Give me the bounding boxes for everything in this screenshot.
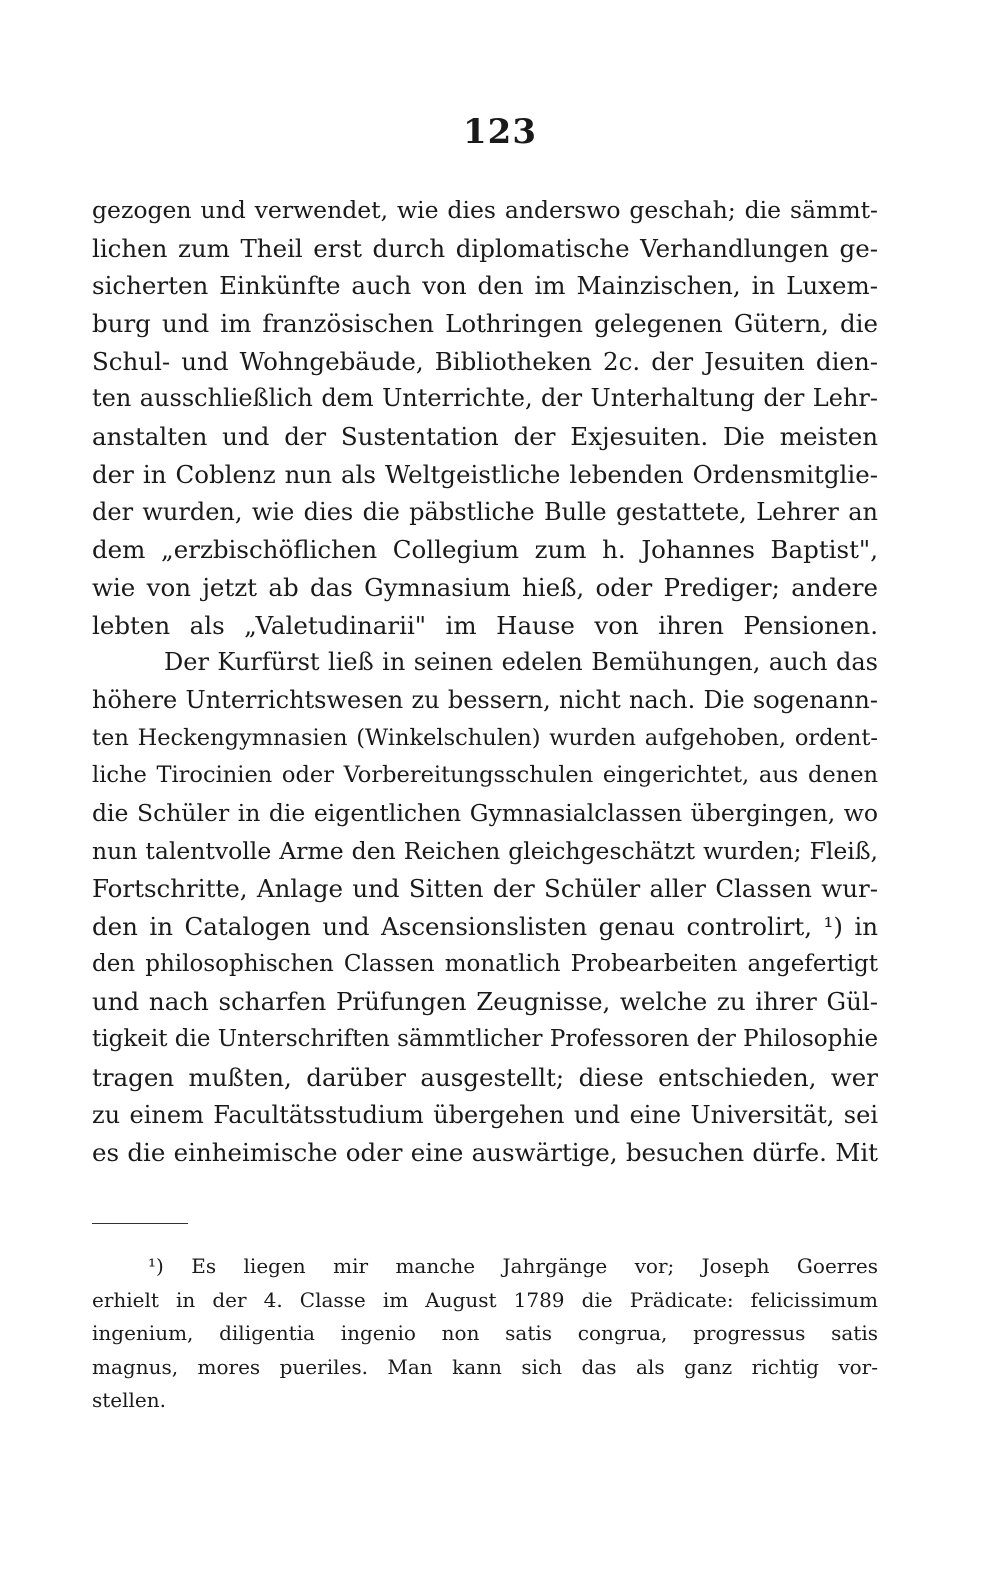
text-line: und nach scharfen Prüfungen Zeugnisse, welche zu ihrer Gül- bbox=[92, 987, 878, 1017]
text-line: den philosophischen Classen monatlich Probearbeiten angefertigt bbox=[92, 950, 878, 977]
paragraph-start-line: Der Kurfürst ließ in seinen edelen Bemühungen, auch das bbox=[164, 648, 878, 677]
footnote-line: ingenium, diligentia ingenio non satis congrua, progressus satis bbox=[92, 1321, 878, 1345]
text-line: höhere Unterrichtswesen zu bessern, nicht nach. Die sogenann- bbox=[92, 685, 878, 714]
footnotes bbox=[92, 1250, 878, 1418]
page-number: 123 bbox=[463, 112, 537, 152]
text-line: tragen mußten, darüber ausgestellt; diese entschieden, wer bbox=[92, 1062, 878, 1092]
main-text bbox=[92, 192, 878, 1172]
text-line: liche Tirocinien oder Vorbereitungsschulen eingerichtet, aus denen bbox=[92, 762, 878, 789]
text-line: ten ausschließlich dem Unterrichte, der Unterhaltung der Lehr- bbox=[92, 384, 878, 413]
text-line: dem „erzbischöflichen Collegium zum h. Johannes Baptist", bbox=[92, 535, 878, 565]
text-line: der in Coblenz nun als Weltgeistliche lebenden Ordensmitglie- bbox=[92, 459, 878, 489]
text-line: sicherten Einkünfte auch von den im Mainzischen, in Luxem- bbox=[92, 271, 878, 301]
text-line: Schul- und Wohngebäude, Bibliotheken 2c. der Jesuiten dien- bbox=[92, 346, 878, 376]
text-line: tigkeit die Unterschriften sämmtlicher Professoren der Philosophie bbox=[92, 1026, 878, 1053]
footnote-line: stellen. bbox=[92, 1388, 167, 1412]
text-line: burg und im französischen Lothringen gelegenen Gütern, die bbox=[92, 309, 878, 339]
footnote-line: magnus, mores pueriles. Man kann sich das als ganz richtig vor- bbox=[92, 1354, 878, 1379]
text-line: lichen zum Theil erst durch diplomatische Verhandlungen ge- bbox=[92, 233, 878, 263]
text-line: zu einem Facultätsstudium übergehen und eine Universität, sei bbox=[92, 1100, 878, 1129]
text-line: lebten als „Valetudinarii" im Hause von ihren Pensionen. bbox=[92, 610, 878, 640]
text-line: nun talentvolle Arme den Reichen gleichgeschätzt wurden; Fleiß, bbox=[92, 836, 878, 865]
text-line: es die einheimische oder eine auswärtige, besuchen dürfe. Mit bbox=[92, 1138, 878, 1168]
footnote-line: erhielt in der 4. Classe im August 1789 die Prädicate: felicissimum bbox=[92, 1287, 878, 1312]
text-line: der wurden, wie dies die päbstliche Bulle gestattete, Lehrer an bbox=[92, 497, 878, 526]
footnote-divider bbox=[92, 1223, 188, 1224]
text-line: anstalten und der Sustentation der Exjesuiten. Die meisten bbox=[92, 422, 878, 452]
text-line: den in Catalogen und Ascensionslisten genau controlirt, ¹) in bbox=[92, 912, 878, 942]
text-line: wie von jetzt ab das Gymnasium hieß, oder Prediger; andere bbox=[92, 572, 878, 602]
text-line: die Schüler in die eigentlichen Gymnasialclassen übergingen, wo bbox=[92, 799, 878, 827]
footnote-line: ¹) Es liegen mir manche Jahrgänge vor; Joseph Goerres bbox=[148, 1254, 878, 1278]
text-line: Fortschritte, Anlage und Sitten der Schüler aller Classen wur- bbox=[92, 874, 878, 904]
text-line: ten Heckengymnasien (Winkelschulen) wurden aufgehoben, ordent- bbox=[92, 724, 878, 751]
text-line: gezogen und verwendet, wie dies anderswo geschah; die sämmt- bbox=[92, 196, 878, 224]
